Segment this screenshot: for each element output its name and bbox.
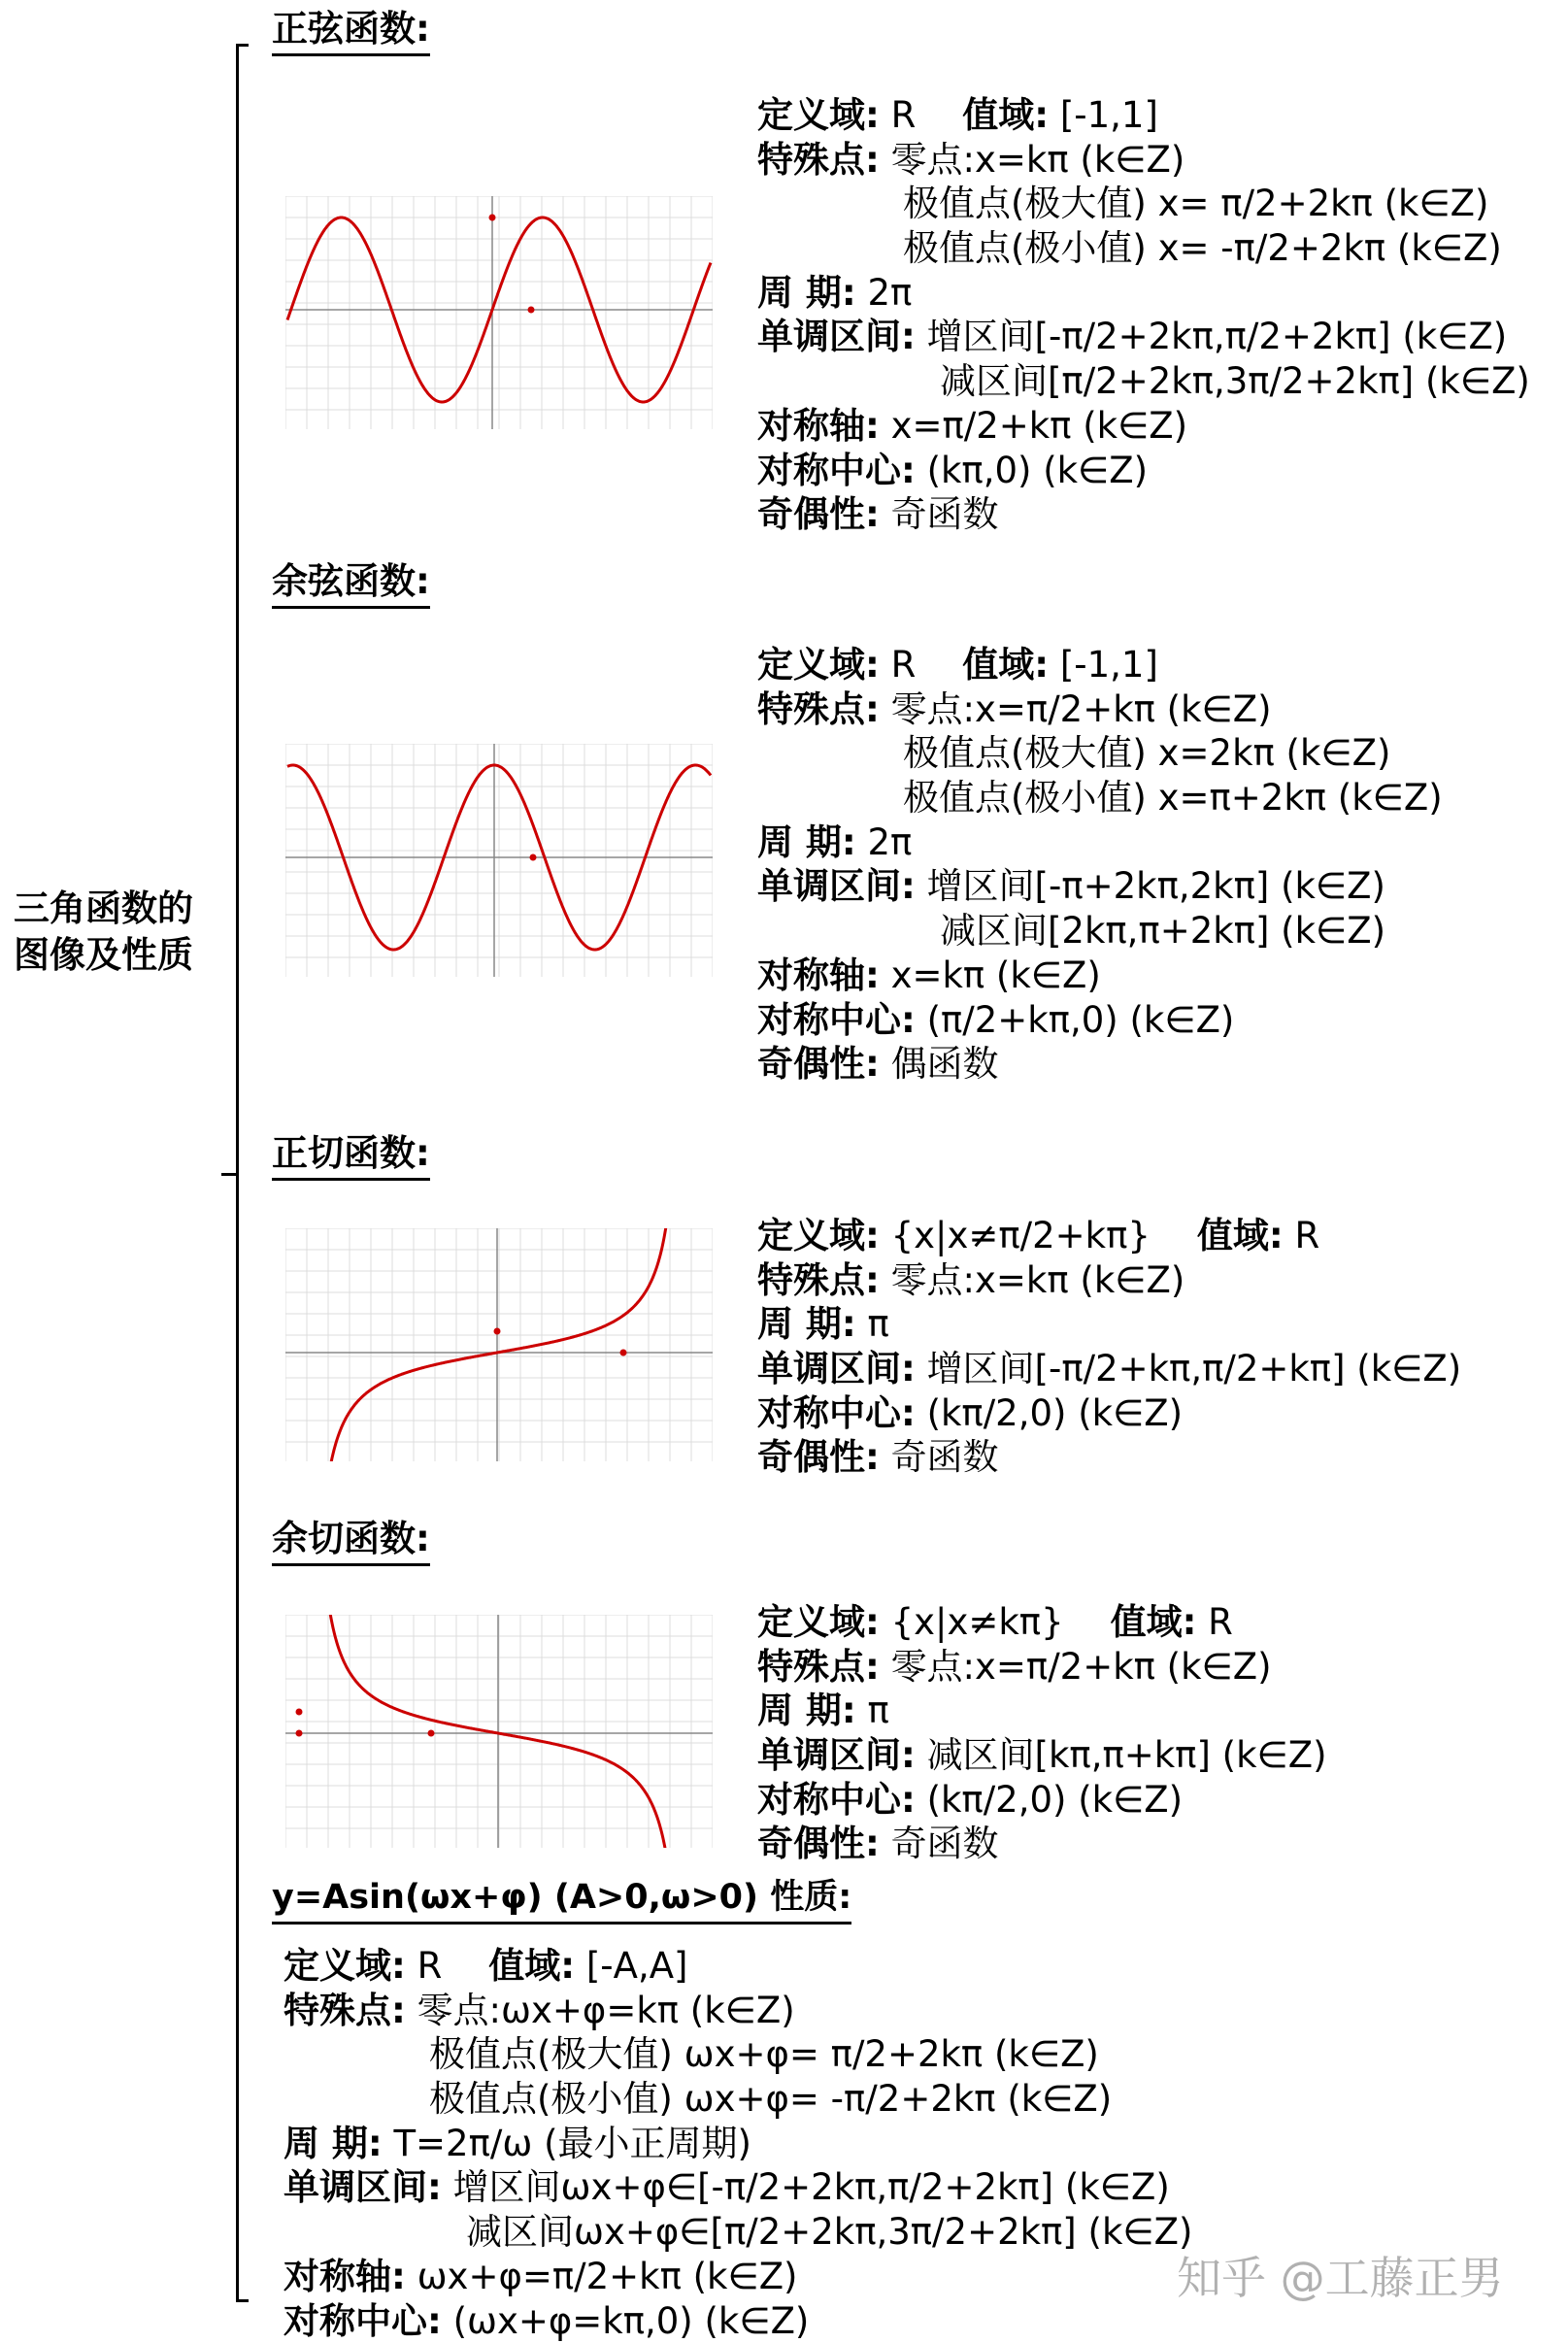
cos-axis-label: 对称轴:: [757, 954, 880, 996]
asin-range-value: [-A,A]: [585, 1945, 688, 1987]
sin-marker: [528, 307, 535, 314]
asin-period-value: T=2π/ω (最小正周期): [393, 2122, 751, 2164]
cos-zero: 零点:x=π/2+kπ (k∈Z): [890, 687, 1272, 730]
cot-marker: [428, 1730, 435, 1737]
sin-parity-label: 奇偶性:: [757, 493, 880, 536]
sin-range-value: [-1,1]: [1059, 94, 1158, 136]
tan-center-label: 对称中心:: [757, 1391, 916, 1434]
asin-section-title: y=Asin(ωx+φ) (A>0,ω>0) 性质:: [272, 1876, 851, 1925]
tan-range-label: 值域:: [1196, 1215, 1284, 1256]
sin-center-value: (kπ,0) (k∈Z): [926, 449, 1149, 491]
tan-parity-value: 奇函数: [890, 1436, 999, 1479]
sin-mono-label: 单调区间:: [757, 316, 916, 358]
cot-section-title: 余切函数:: [272, 1518, 430, 1566]
cot-center-label: 对称中心:: [757, 1778, 916, 1821]
asin-dec: 减区间ωx+φ∈[π/2+2kπ,3π/2+2kπ] (k∈Z): [466, 2211, 1193, 2254]
root-bracket: [236, 44, 249, 2302]
tan-center-value: (kπ/2,0) (k∈Z): [926, 1391, 1184, 1434]
sin-inc: 增区间[-π/2+2kπ,π/2+2kπ] (k∈Z): [926, 316, 1508, 358]
tan-marker: [620, 1350, 627, 1356]
cot-range-value: R: [1208, 1601, 1233, 1643]
tan-range-value: R: [1294, 1215, 1320, 1256]
sin-domain-value: R: [890, 94, 917, 136]
sin-graph-svg: [285, 196, 713, 429]
sin-marker: [489, 215, 496, 221]
cot-domain-value: {x|x≠kπ}: [890, 1601, 1064, 1643]
asin-period-label: 周 期:: [284, 2122, 383, 2164]
cot-graph: [285, 1615, 713, 1848]
sin-special-label: 特殊点:: [757, 138, 880, 181]
cos-center-label: 对称中心:: [757, 998, 916, 1041]
cos-inc: 增区间[-π+2kπ,2kπ] (k∈Z): [926, 865, 1385, 908]
root-title-line1: 三角函数的: [14, 887, 193, 929]
sin-zero: 零点:x=kπ (k∈Z): [890, 138, 1185, 181]
cos-period-value: 2π: [867, 820, 913, 863]
sin-min: 极值点(极小值) x= -π/2+2kπ (k∈Z): [903, 227, 1502, 270]
sin-axis-value: x=π/2+kπ (k∈Z): [890, 404, 1188, 447]
cot-period-value: π: [867, 1690, 889, 1732]
cot-dec: 减区间[kπ,π+kπ] (k∈Z): [926, 1734, 1327, 1777]
cot-marker: [296, 1709, 303, 1716]
tan-period-label: 周 期:: [757, 1303, 856, 1346]
watermark: 知乎 @工藤正男: [1177, 2252, 1504, 2304]
root-bracket-tick: [221, 1173, 237, 1176]
sin-period-label: 周 期:: [757, 271, 856, 314]
tan-properties: [757, 1214, 1461, 1480]
asin-axis-label: 对称轴:: [284, 2255, 406, 2297]
cos-center-value: (π/2+kπ,0) (k∈Z): [926, 998, 1235, 1041]
sin-parity-value: 奇函数: [890, 493, 999, 536]
cos-min: 极值点(极小值) x=π+2kπ (k∈Z): [903, 777, 1443, 820]
sin-period-value: 2π: [867, 271, 913, 314]
cot-mono-label: 单调区间:: [757, 1734, 916, 1777]
sin-properties: [757, 93, 1530, 537]
cos-range-label: 值域:: [962, 644, 1050, 686]
cos-graph: [285, 744, 713, 977]
asin-range-label: 值域:: [488, 1945, 576, 1987]
cot-center-value: (kπ/2,0) (k∈Z): [926, 1778, 1184, 1821]
cos-special-label: 特殊点:: [757, 687, 880, 730]
asin-axis-value: ωx+φ=π/2+kπ (k∈Z): [417, 2255, 798, 2297]
cos-domain-label: 定义域:: [757, 644, 880, 686]
asin-domain-value: R: [417, 1945, 443, 1987]
cos-parity-label: 奇偶性:: [757, 1043, 880, 1086]
cos-graph-svg: [285, 744, 713, 977]
sin-max: 极值点(极大值) x= π/2+2kπ (k∈Z): [903, 183, 1489, 225]
cot-domain-label: 定义域:: [757, 1601, 880, 1643]
tan-special-label: 特殊点:: [757, 1258, 880, 1301]
asin-center-value: (ωx+φ=kπ,0) (k∈Z): [452, 2299, 810, 2342]
sin-graph: [285, 196, 713, 429]
tan-graph-svg: [285, 1228, 713, 1461]
tan-zero: 零点:x=kπ (k∈Z): [890, 1258, 1185, 1301]
tan-curve: [328, 1228, 668, 1461]
cot-period-label: 周 期:: [757, 1690, 856, 1732]
cos-properties: [757, 643, 1443, 1087]
sin-domain-label: 定义域:: [757, 94, 880, 136]
cos-max: 极值点(极大值) x=2kπ (k∈Z): [903, 732, 1391, 775]
tan-mono-label: 单调区间:: [757, 1348, 916, 1390]
sin-center-label: 对称中心:: [757, 449, 916, 491]
cos-section-title: 余弦函数:: [272, 560, 430, 609]
cos-period-label: 周 期:: [757, 820, 856, 863]
root-title: [14, 886, 193, 979]
tan-domain-value: {x|x≠π/2+kπ}: [890, 1215, 1151, 1256]
tan-parity-label: 奇偶性:: [757, 1436, 880, 1479]
tan-inc: 增区间[-π/2+kπ,π/2+kπ] (k∈Z): [926, 1348, 1462, 1390]
cot-special-label: 特殊点:: [757, 1645, 880, 1688]
asin-special-label: 特殊点:: [284, 1989, 406, 2031]
cot-parity-label: 奇偶性:: [757, 1823, 880, 1865]
asin-zero: 零点:ωx+φ=kπ (k∈Z): [417, 1989, 795, 2031]
asin-min: 极值点(极小值) ωx+φ= -π/2+2kπ (k∈Z): [429, 2078, 1113, 2121]
sin-section-title: 正弦函数:: [272, 8, 430, 56]
sin-range-label: 值域:: [962, 94, 1050, 136]
cot-graph-svg: [285, 1615, 713, 1848]
cot-parity-value: 奇函数: [890, 1823, 999, 1865]
asin-domain-label: 定义域:: [284, 1945, 406, 1987]
asin-mono-label: 单调区间:: [284, 2166, 442, 2209]
cos-dec: 减区间[2kπ,π+2kπ] (k∈Z): [940, 910, 1386, 953]
sin-dec: 减区间[π/2+2kπ,3π/2+2kπ] (k∈Z): [940, 360, 1530, 403]
cot-properties: [757, 1600, 1327, 1866]
cos-mono-label: 单调区间:: [757, 865, 916, 908]
root-title-line2: 图像及性质: [14, 934, 193, 976]
cos-axis-value: x=kπ (k∈Z): [890, 954, 1101, 996]
sin-axis-label: 对称轴:: [757, 404, 880, 447]
tan-graph: [285, 1228, 713, 1461]
tan-domain-label: 定义域:: [757, 1215, 880, 1256]
asin-inc: 增区间ωx+φ∈[-π/2+2kπ,π/2+2kπ] (k∈Z): [452, 2166, 1170, 2209]
tan-section-title: 正切函数:: [272, 1132, 430, 1181]
asin-center-label: 对称中心:: [284, 2299, 442, 2342]
cot-zero: 零点:x=π/2+kπ (k∈Z): [890, 1645, 1272, 1688]
cos-parity-value: 偶函数: [890, 1043, 999, 1086]
cos-marker: [530, 854, 537, 861]
cos-domain-value: R: [890, 644, 917, 686]
tan-marker: [494, 1328, 501, 1335]
cos-range-value: [-1,1]: [1059, 644, 1158, 686]
cot-range-label: 值域:: [1110, 1601, 1197, 1643]
asin-max: 极值点(极大值) ωx+φ= π/2+2kπ (k∈Z): [429, 2033, 1099, 2076]
cot-marker: [296, 1730, 303, 1737]
asin-properties: [284, 1944, 1192, 2343]
tan-period-value: π: [867, 1303, 889, 1346]
